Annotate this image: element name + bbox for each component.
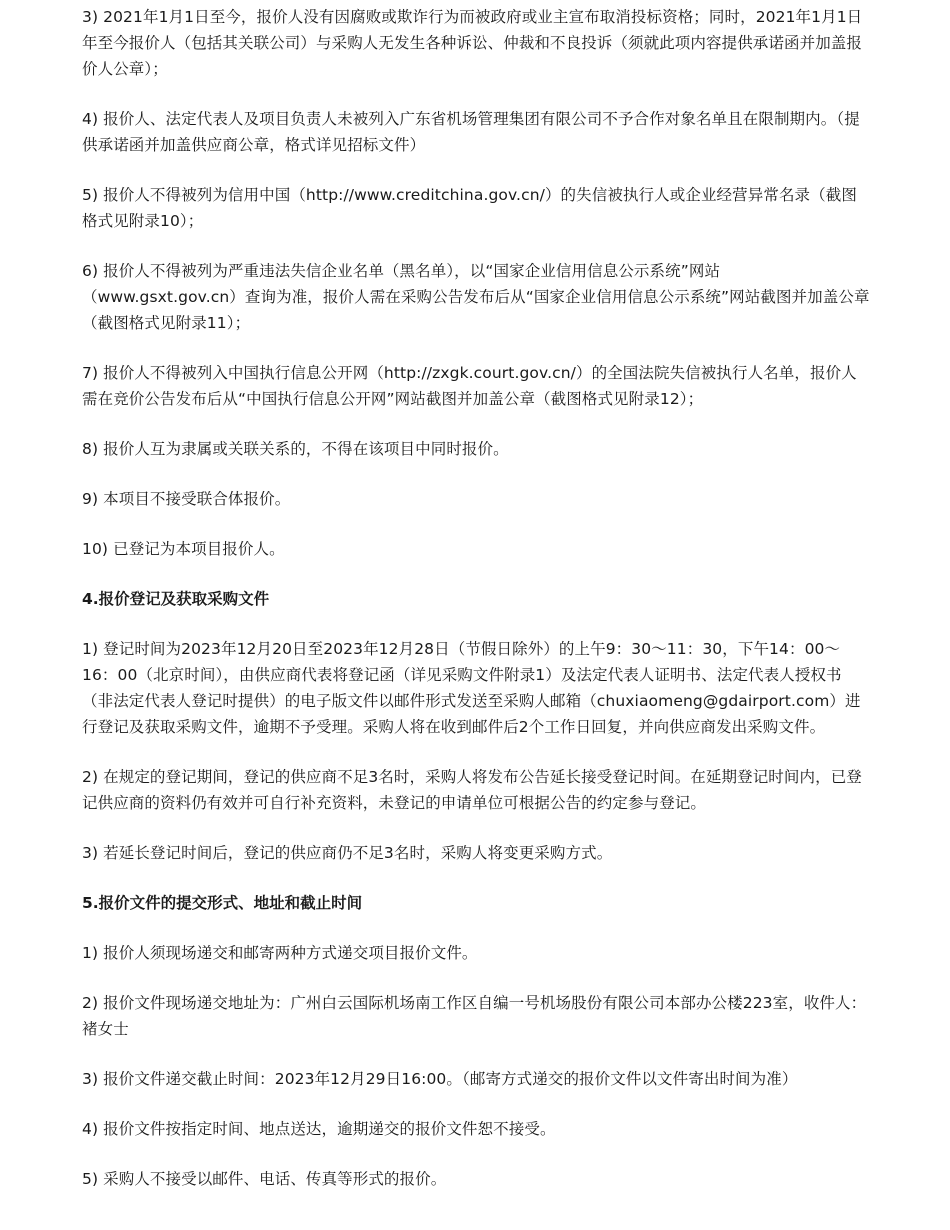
requirement-item-9: 9) 本项目不接受联合体报价。: [82, 490, 291, 508]
requirement-item-10: 10) 已登记为本项目报价人。: [82, 540, 285, 558]
requirement-item-6: 6) 报价人不得被列为严重违法失信企业名单（黑名单），以“国家企业信用信息公示系统”网站（www.gsxt.gov.cn）查询为准，报价人需在采购公告发布后从“国家企业信用信息公示系统”网站截图并加盖公章（截图格式见附录11）；: [82, 262, 870, 332]
requirement-item-5: 5) 报价人不得被列为信用中国（http://www.creditchina.gov.cn/）的失信被执行人或企业经营异常名录（截图格式见附录10）；: [82, 186, 857, 230]
section-5-heading: 5.报价文件的提交形式、地址和截止时间: [82, 894, 363, 912]
registration-item-2: 2) 在规定的登记期间，登记的供应商不足3名时，采购人将发布公告延长接受登记时间。在延期登记时间内，已登记供应商的资料仍有效并可自行补充资料，未登记的申请单位可根据公告的约定参与登记。: [82, 768, 862, 812]
registration-item-3: 3) 若延长登记时间后，登记的供应商仍不足3名时，采购人将变更采购方式。: [82, 844, 613, 862]
submission-item-2: 2) 报价文件现场递交地址为：广州白云国际机场南工作区自编一号机场股份有限公司本部办公楼223室，收件人：褚女士: [82, 994, 867, 1038]
requirement-item-4: 4) 报价人、法定代表人及项目负责人未被列入广东省机场管理集团有限公司不予合作对象名单且在限制期内。（提供承诺函并加盖供应商公章，格式详见招标文件）: [82, 110, 860, 154]
submission-item-5: 5) 采购人不接受以邮件、电话、传真等形式的报价。: [82, 1170, 447, 1188]
submission-item-1: 1) 报价人须现场递交和邮寄两种方式递交项目报价文件。: [82, 944, 478, 962]
registration-item-1: 1) 登记时间为2023年12月20日至2023年12月28日（节假日除外）的上午9：30～11：30，下午14：00～16：00（北京时间），由供应商代表将登记函（详见采购文件附录1）及法定代表人证明书、法定代表人授权书（非法定代表人登记时提供）的电子版文件以邮件形式发送至采购人邮箱（chuxiaomeng@gdairport.com）进行登记及获取采购文件，逾期不予受理。采购人将在收到邮件后2个工作日回复，并向供应商发出采购文件。: [82, 640, 861, 736]
submission-item-4: 4) 报价文件按指定时间、地点送达，逾期递交的报价文件恕不接受。: [82, 1120, 556, 1138]
section-4-heading: 4.报价登记及获取采购文件: [82, 590, 270, 608]
requirement-item-7: 7) 报价人不得被列入中国执行信息公开网（http://zxgk.court.gov.cn/）的全国法院失信被执行人名单，报价人需在竞价公告发布后从“中国执行信息公开网”网站截图并加盖公章（截图格式见附录12）；: [82, 364, 857, 408]
submission-item-3: 3) 报价文件递交截止时间：2023年12月29日16:00。（邮寄方式递交的报价文件以文件寄出时间为准）: [82, 1070, 798, 1088]
requirement-item-3: 3) 2021年1月1日至今，报价人没有因腐败或欺诈行为而被政府或业主宣布取消投标资格；同时，2021年1月1日年至今报价人（包括其关联公司）与采购人无发生各种诉讼、仲裁和不良投诉（须就此项内容提供承诺函并加盖报价人公章）；: [82, 8, 863, 78]
requirement-item-8: 8) 报价人互为隶属或关联关系的，不得在该项目中同时报价。: [82, 440, 509, 458]
